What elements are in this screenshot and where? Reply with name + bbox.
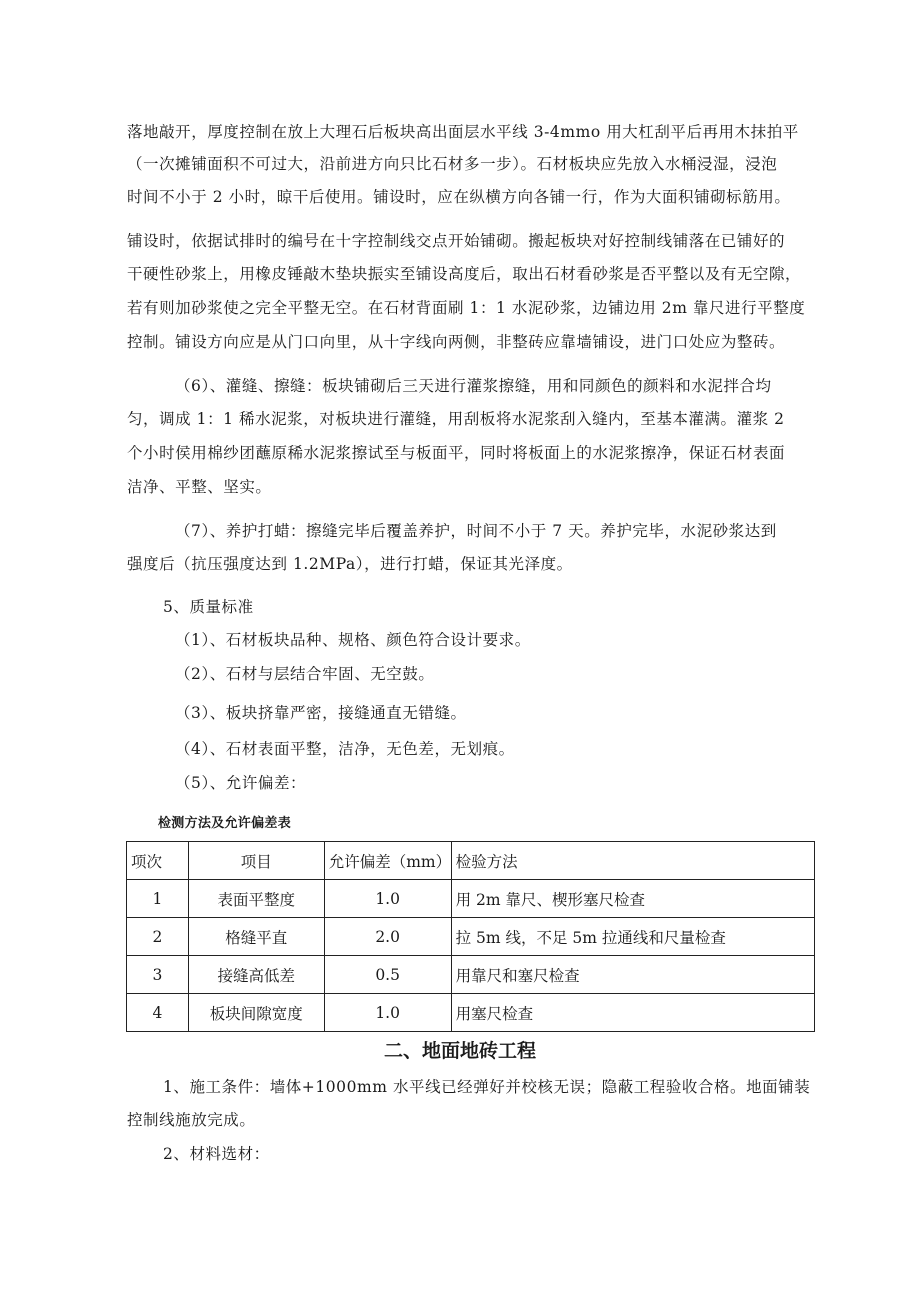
section-heading: 5、质量标准 [163, 598, 254, 616]
table-caption: 检测方法及允许偏差表 [158, 816, 292, 831]
table-cell: 用塞尺检查 [451, 994, 814, 1032]
header-cell: 项次 [127, 842, 189, 880]
list-item: （2）、石材与层结合牢固、无空鼓。 [175, 665, 435, 683]
table-cell: 1.0 [324, 880, 451, 918]
table-cell: 0.5 [324, 956, 451, 994]
text-line: 2、材料选材： [163, 1145, 270, 1163]
table-cell: 用 2m 靠尺、楔形塞尺检查 [451, 880, 814, 918]
table-cell: 1.0 [324, 994, 451, 1032]
text-line: （一次摊铺面积不可过大，沿前进方向只比石材多一步）。石材板块应先放入水桶浸湿，浸泡 [127, 155, 778, 173]
table-cell: 接缝高低差 [188, 956, 324, 994]
list-item: （5）、允许偏差： [175, 774, 307, 792]
table-row [127, 994, 815, 1032]
text-line: 1、施工条件：墙体+1000mm 水平线已经弹好并校核无误；隐蔽工程验收合格。地面铺装 [163, 1078, 811, 1096]
text-line: （7）、养护打蜡：擦缝完毕后覆盖养护，时间不小于 7 天。养护完毕，水泥砂浆达到 [175, 522, 777, 540]
header-cell: 项目 [188, 842, 324, 880]
text-line: 铺设时，依据试排时的编号在十字控制线交点开始铺砌。搬起板块对好控制线铺落在已铺好的 [127, 232, 786, 250]
text-line: （6）、灌缝、擦缝：板块铺砌后三天进行灌浆擦缝，用和同颜色的颜料和水泥拌合均 [175, 377, 772, 395]
list-item: （4）、石材表面平整，洁净，无色差，无划痕。 [175, 740, 515, 758]
header-cell: 检验方法 [451, 842, 814, 880]
text-line: 落地敲开，厚度控制在放上大理石后板块高出面层水平线 3-4mmo 用大杠刮平后再用木抹拍平 [127, 123, 799, 141]
text-line: 干硬性砂浆上，用橡皮锤敲木垫块振实至铺设高度后，取出石材看砂浆是否平整以及有无空隙， [127, 265, 802, 283]
list-item: （1）、石材板块品种、规格、颜色符合设计要求。 [175, 631, 531, 649]
table-cell: 1 [127, 880, 189, 918]
text-line: 强度后（抗压强度达到 1.2MPa），进行打蜡，保证其光泽度。 [127, 555, 573, 573]
text-line: 控制。铺设方向应是从门口向里，从十字线向两侧，非整砖应靠墙铺设，进门口处应为整砖。 [127, 333, 786, 351]
table-cell: 表面平整度 [188, 880, 324, 918]
table-cell: 格缝平直 [188, 918, 324, 956]
section-title: 二、地面地砖工程 [383, 1040, 536, 1062]
table-row [127, 956, 815, 994]
table-cell: 板块间隙宽度 [188, 994, 324, 1032]
text-line: 洁净、平整、坚实。 [127, 478, 272, 496]
table-cell: 3 [127, 956, 189, 994]
text-line: 控制线施放完成。 [127, 1111, 256, 1129]
table-header-row [127, 842, 815, 880]
header-cell: 允许偏差（mm） [324, 842, 451, 880]
text-line: 个小时侯用棉纱团蘸原稀水泥浆擦试至与板面平，同时将板面上的水泥浆擦净，保证石材表面 [127, 444, 786, 462]
text-line: 时间不小于 2 小时，晾干后使用。铺设时，应在纵横方向各铺一行，作为大面积铺砌标筋用。 [127, 188, 791, 206]
text-line: 若有则加砂浆使之完全平整无空。在石材背面刷 1：1 水泥砂浆，边铺边用 2m 靠尺进行平整度 [127, 299, 806, 317]
text-line: 匀，调成 1：1 稀水泥浆，对板块进行灌缝，用刮板将水泥浆刮入缝内，至基本灌满。灌浆 2 [127, 410, 785, 428]
list-item: （3）、板块挤靠严密，接缝通直无错缝。 [175, 704, 467, 722]
table-row [127, 880, 815, 918]
table-cell: 2 [127, 918, 189, 956]
table-cell: 2.0 [324, 918, 451, 956]
table-cell: 4 [127, 994, 189, 1032]
tolerance-table [126, 841, 815, 1032]
table-cell: 用靠尺和塞尺检查 [451, 956, 814, 994]
table-row [127, 918, 815, 956]
table-cell: 拉 5m 线，不足 5m 拉通线和尺量检查 [451, 918, 814, 956]
